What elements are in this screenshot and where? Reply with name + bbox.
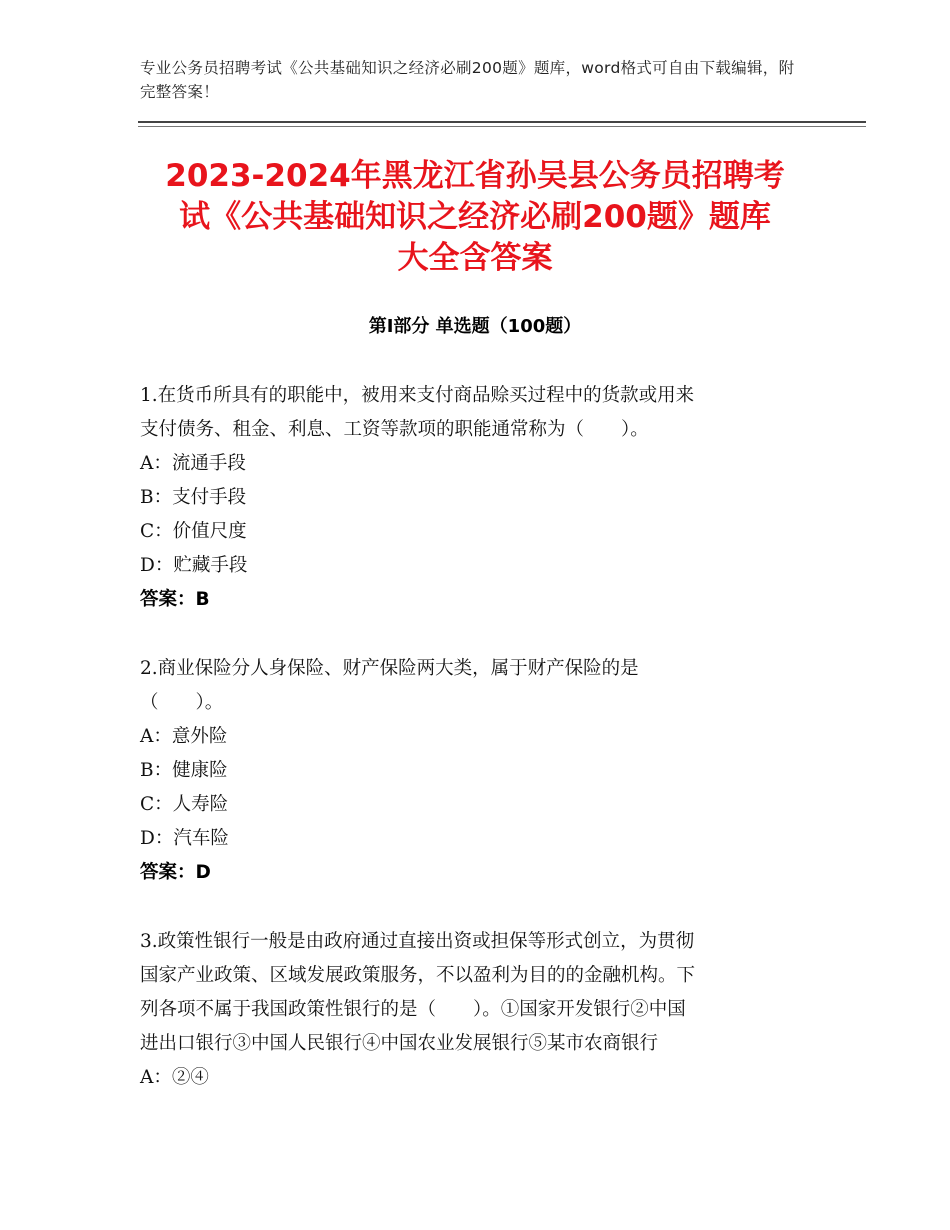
- question-2: [140, 652, 800, 890]
- question-2-option-c: C：人寿险: [140, 794, 229, 815]
- header-note: 专业公务员招聘考试《公共基础知识之经济必刷200题》题库，word格式可自由下载编辑，附完整答案！: [140, 59, 795, 101]
- question-2-option-d: D：汽车险: [140, 828, 229, 849]
- question-2-stem-line: （ ）。: [140, 692, 224, 713]
- question-1-stem-line: 支付债务、租金、利息、工资等款项的职能通常称为（ ）。: [140, 419, 649, 440]
- question-2-option-a: A：意外险: [140, 726, 228, 747]
- header-rule-thin: [138, 126, 866, 127]
- document-title: [138, 156, 812, 279]
- section-title: 第Ⅰ部分 单选题（100题）: [368, 316, 582, 337]
- document-title-line-3: 大全含答案: [397, 240, 553, 276]
- document-title-line-2: 试《公共基础知识之经济必刷200题》题库: [179, 199, 771, 235]
- question-1-option-a: A：流通手段: [140, 453, 246, 474]
- question-1-option-c: C：价值尺度: [140, 521, 247, 542]
- question-3-stem-line: 国家产业政策、区域发展政策服务，不以盈利为目的的金融机构。下: [140, 965, 696, 986]
- question-2-answer: 答案：D: [140, 862, 211, 883]
- question-3-option-a: A：②④: [140, 1067, 209, 1088]
- question-1: [140, 379, 800, 617]
- question-3-stem-line: 3.政策性银行一般是由政府通过直接出资或担保等形式创立，为贯彻: [140, 931, 695, 952]
- question-1-stem-line: 1.在货币所具有的职能中，被用来支付商品赊买过程中的货款或用来: [140, 385, 695, 406]
- question-1-answer: 答案：B: [140, 589, 210, 610]
- question-1-option-b: B：支付手段: [140, 487, 247, 508]
- question-3-stem-line: 进出口银行③中国人民银行④中国农业发展银行⑤某市农商银行: [140, 1033, 659, 1054]
- question-3-stem-line: 列各项不属于我国政策性银行的是（ ）。①国家开发银行②中国: [140, 999, 686, 1020]
- header-rule-thick: [138, 121, 866, 123]
- document-title-line-1: 2023-2024年黑龙江省孙吴县公务员招聘考: [165, 158, 785, 194]
- question-1-option-d: D：贮藏手段: [140, 555, 248, 576]
- question-3: [140, 925, 800, 1095]
- question-2-stem-line: 2.商业保险分人身保险、财产保险两大类，属于财产保险的是: [140, 658, 639, 679]
- question-2-option-b: B：健康险: [140, 760, 228, 781]
